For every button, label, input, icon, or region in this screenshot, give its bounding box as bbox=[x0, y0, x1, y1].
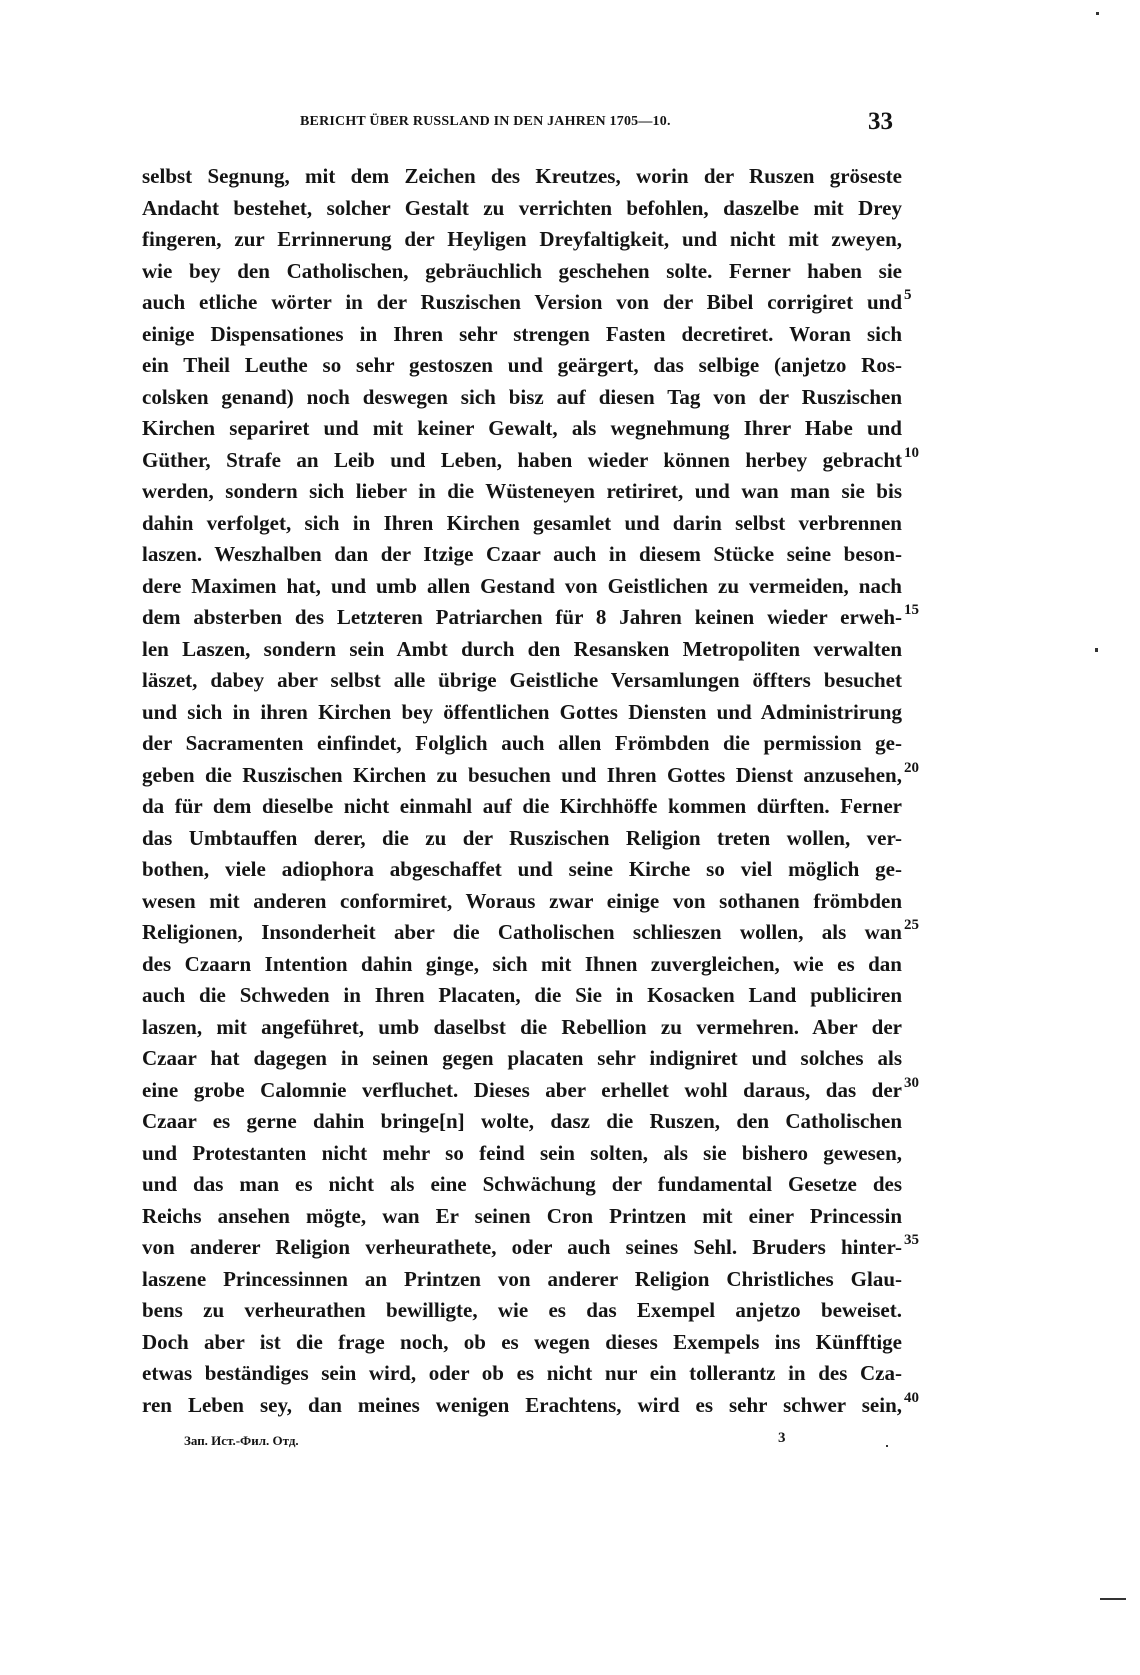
text-line: das Umbtauffen derer, die zu der Ruszischen Religion treten wollen, ver- bbox=[142, 825, 902, 850]
text-line: fingeren, zur Errinnerung der Heyligen Dreyfaltigkeit, und nicht mit zweyen, bbox=[142, 227, 902, 251]
text-line: einige Dispensationes in Ihren sehr strengen Fasten decretiret. Woran sich bbox=[142, 321, 902, 346]
text-line: colsken genand) noch deswegen sich bisz auf diesen Tag von der Ruszischen bbox=[142, 384, 902, 409]
body-text bbox=[142, 161, 902, 1421]
scan-speck bbox=[1095, 648, 1098, 652]
running-title: BERICHT ÜBER RUSSLAND IN DEN JAHREN 1705—10. bbox=[300, 114, 671, 129]
text-line: bens zu verheurathen bewilligte, wie es das Exempel anjetzo beweiset. bbox=[142, 1298, 902, 1322]
text-line: der Sacramenten einfindet, Folglich auch allen Frömbden die permission ge- bbox=[142, 731, 902, 755]
text-line: von anderer Religion verheurathete, oder auch seines Sehl. Bruders hinter- bbox=[142, 1235, 902, 1259]
text-line: dem absterben des Letzteren Patriarchen für 8 Jahren keinen wieder erweh- bbox=[142, 605, 902, 629]
line-number: 10 bbox=[904, 445, 919, 461]
text-line: dahin verfolget, sich in Ihren Kirchen gesamlet und darin selbst verbrennen bbox=[142, 510, 902, 535]
page-number: 33 bbox=[868, 108, 893, 135]
text-line: und Protestanten nicht mehr so feind sein solten, als sie bishero gewesen, bbox=[142, 1140, 902, 1165]
printer-signature: Зап. Ист.-Фил. Отд. bbox=[184, 1433, 299, 1448]
scan-speck bbox=[1096, 12, 1099, 15]
text-line: auch die Schweden in Ihren Placaten, die Sie in Kosacken Land publiciren bbox=[142, 983, 902, 1007]
line-number: 30 bbox=[904, 1075, 919, 1091]
text-line: Andacht bestehet, solcher Gestalt zu verrichten befohlen, daszelbe mit Drey bbox=[142, 195, 902, 220]
text-line: eine grobe Calomnie verfluchet. Dieses aber erhellet wohl daraus, das der bbox=[142, 1077, 902, 1102]
text-line: geben die Ruszischen Kirchen zu besuchen und Ihren Gottes Dienst anzusehen, bbox=[142, 762, 902, 787]
text-line: len Laszen, sondern sein Ambt durch den Resansken Metropoliten verwalten bbox=[142, 636, 902, 661]
text-line: selbst Segnung, mit dem Zeichen des Kreutzes, worin der Ruszen gröseste bbox=[142, 164, 902, 188]
text-line: etwas beständiges sein wird, oder ob es nicht nur ein tollerantz in des Cza- bbox=[142, 1361, 902, 1385]
text-line: laszen, mit angeführet, umb daselbst die Rebellion zu vermehren. Aber der bbox=[142, 1014, 902, 1039]
line-number: 20 bbox=[904, 760, 919, 776]
text-line: Güther, Strafe an Leib und Leben, haben wieder können herbey gebracht bbox=[142, 447, 902, 472]
text-line: Religionen, Insonderheit aber die Catholischen schlieszen wollen, als wan bbox=[142, 920, 902, 944]
text-line: ein Theil Leuthe so sehr gestoszen und geärgert, das selbige (anjetzo Ros- bbox=[142, 353, 902, 377]
text-line: da für dem dieselbe nicht einmahl auf die Kirchhöffe kommen dürften. Ferner bbox=[142, 794, 902, 818]
text-line: auch etliche wörter in der Ruszischen Version von der Bibel corrigiret und bbox=[142, 290, 902, 314]
text-line: wie bey den Catholischen, gebräuchlich geschehen solte. Ferner haben sie bbox=[142, 258, 902, 283]
line-number: 40 bbox=[904, 1390, 919, 1406]
text-line: dere Maximen hat, und umb allen Gestand von Geistlichen zu vermeiden, nach bbox=[142, 573, 902, 598]
text-line: Reichs ansehen mögte, wan Er seinen Cron Printzen mit einer Princessin bbox=[142, 1203, 902, 1228]
text-line: und sich in ihren Kirchen bey öffentlichen Gottes Diensten und Administrirung bbox=[142, 699, 902, 724]
line-number: 5 bbox=[904, 287, 912, 303]
text-line: bothen, viele adiophora abgeschaffet und seine Kirche so viel möglich ge- bbox=[142, 857, 902, 881]
text-line: läszet, dabey aber selbst alle übrige Geistliche Versamlungen öffters besuchet bbox=[142, 668, 902, 692]
text-line: werden, sondern sich lieber in die Wüsteneyen retiriret, und wan man sie bis bbox=[142, 479, 902, 503]
text-line: Czaar hat dagegen in seinen gegen placaten sehr indigniret und solches als bbox=[142, 1046, 902, 1070]
scan-speck bbox=[886, 1445, 888, 1447]
sheet-number: 3 bbox=[778, 1430, 786, 1446]
line-number: 35 bbox=[904, 1232, 919, 1248]
text-line: Doch aber ist die frage noch, ob es wegen dieses Exempels ins Künfftige bbox=[142, 1329, 902, 1354]
line-number: 15 bbox=[904, 602, 919, 618]
text-line: laszene Princessinnen an Printzen von anderer Religion Christliches Glau- bbox=[142, 1266, 902, 1291]
text-line: des Czaarn Intention dahin ginge, sich mit Ihnen zuvergleichen, wie es dan bbox=[142, 951, 902, 976]
text-line: und das man es nicht als eine Schwächung der fundamental Gesetze des bbox=[142, 1172, 902, 1196]
text-line: laszen. Weszhalben dan der Itzige Czaar auch in diesem Stücke seine beson- bbox=[142, 542, 902, 566]
text-line: Czaar es gerne dahin bringe[n] wolte, dasz die Ruszen, den Catholischen bbox=[142, 1109, 902, 1133]
scan-edge-line bbox=[1100, 1598, 1126, 1600]
line-number: 25 bbox=[904, 917, 919, 933]
text-line: Kirchen separiret und mit keiner Gewalt, als wegnehmung Ihrer Habe und bbox=[142, 416, 902, 440]
text-line: ren Leben sey, dan meines wenigen Erachtens, wird es sehr schwer sein, bbox=[142, 1392, 902, 1417]
text-line: wesen mit anderen conformiret, Woraus zwar einige von sothanen frömbden bbox=[142, 888, 902, 913]
